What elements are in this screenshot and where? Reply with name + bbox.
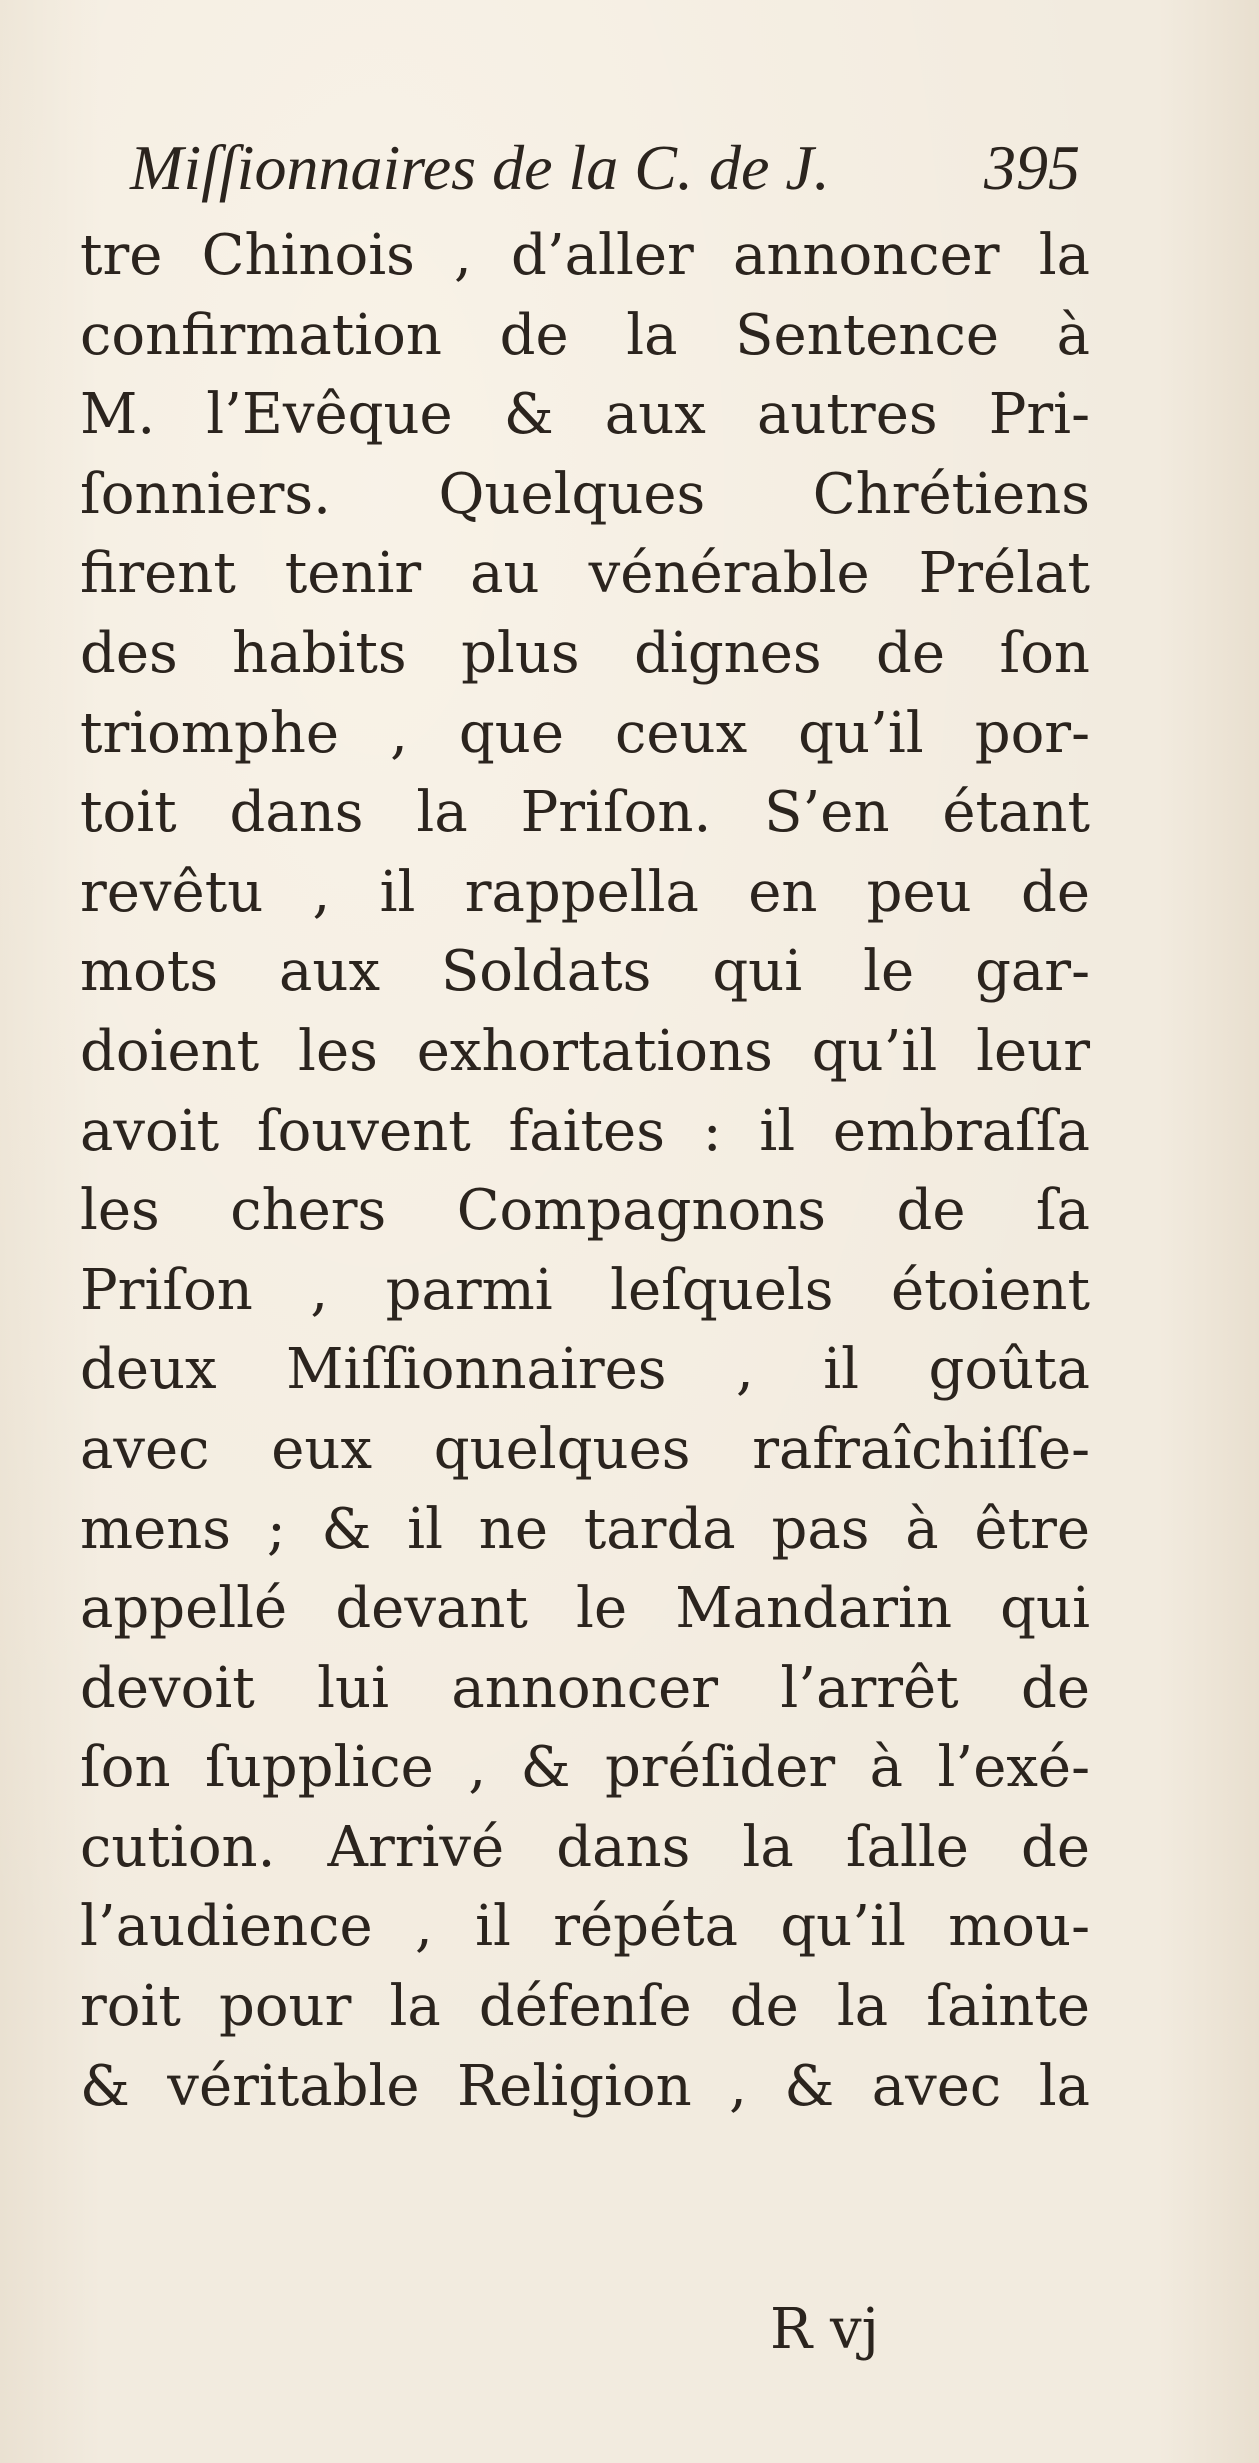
text-line: ſonniers. Quelques Chrétiens [80,461,1090,527]
body-text [80,216,1090,2126]
catchword-signature: R vj [770,2297,879,2362]
text-line: Priſon , parmi leſquels étoient [80,1257,1090,1323]
running-title: Miſſionnaires de la C. de J. [130,132,830,203]
text-line: les chers Compagnons de ſa [80,1178,1090,1244]
text-line: avoit ſouvent faites : il embraſſa [80,1098,1090,1164]
text-line: avec eux quelques rafraîchiſſe- [80,1416,1090,1482]
text-line: ſon ſupplice , & préſider à l’exé- [80,1735,1090,1801]
text-line: des habits plus dignes de ſon [80,620,1090,686]
text-line: appellé devant le Mandarin qui [80,1576,1090,1642]
text-line: mots aux Soldats qui le gar- [80,939,1090,1005]
text-line: revêtu , il rappella en peu de [80,859,1090,925]
page-number: 395 [984,132,1080,203]
page-header [130,128,1080,208]
text-line: toit dans la Priſon. S’en étant [80,780,1090,846]
text-line: cution. Arrivé dans la ſalle de [80,1814,1090,1880]
text-line: doient les exhortations qu’il leur [80,1018,1090,1084]
text-line: deux Miſſionnaires , il goûta [80,1337,1090,1403]
text-line: roit pour la défenſe de la ſainte [80,1974,1090,2040]
text-line: confirmation de la Sentence à [80,302,1090,368]
text-line: M. l’Evêque & aux autres Pri- [80,382,1090,448]
text-line: l’audience , il répéta qu’il mou- [80,1894,1090,1960]
text-line: & véritable Religion , & avec la [80,2053,1090,2119]
text-line: firent tenir au vénérable Prélat [80,541,1090,607]
text-line: tre Chinois , d’aller annoncer la [80,223,1090,288]
text-line: devoit lui annoncer l’arrêt de [80,1655,1090,1721]
text-line: triomphe , que ceux qu’il por- [80,700,1090,766]
text-line: mens ; & il ne tarda pas à être [80,1496,1090,1562]
